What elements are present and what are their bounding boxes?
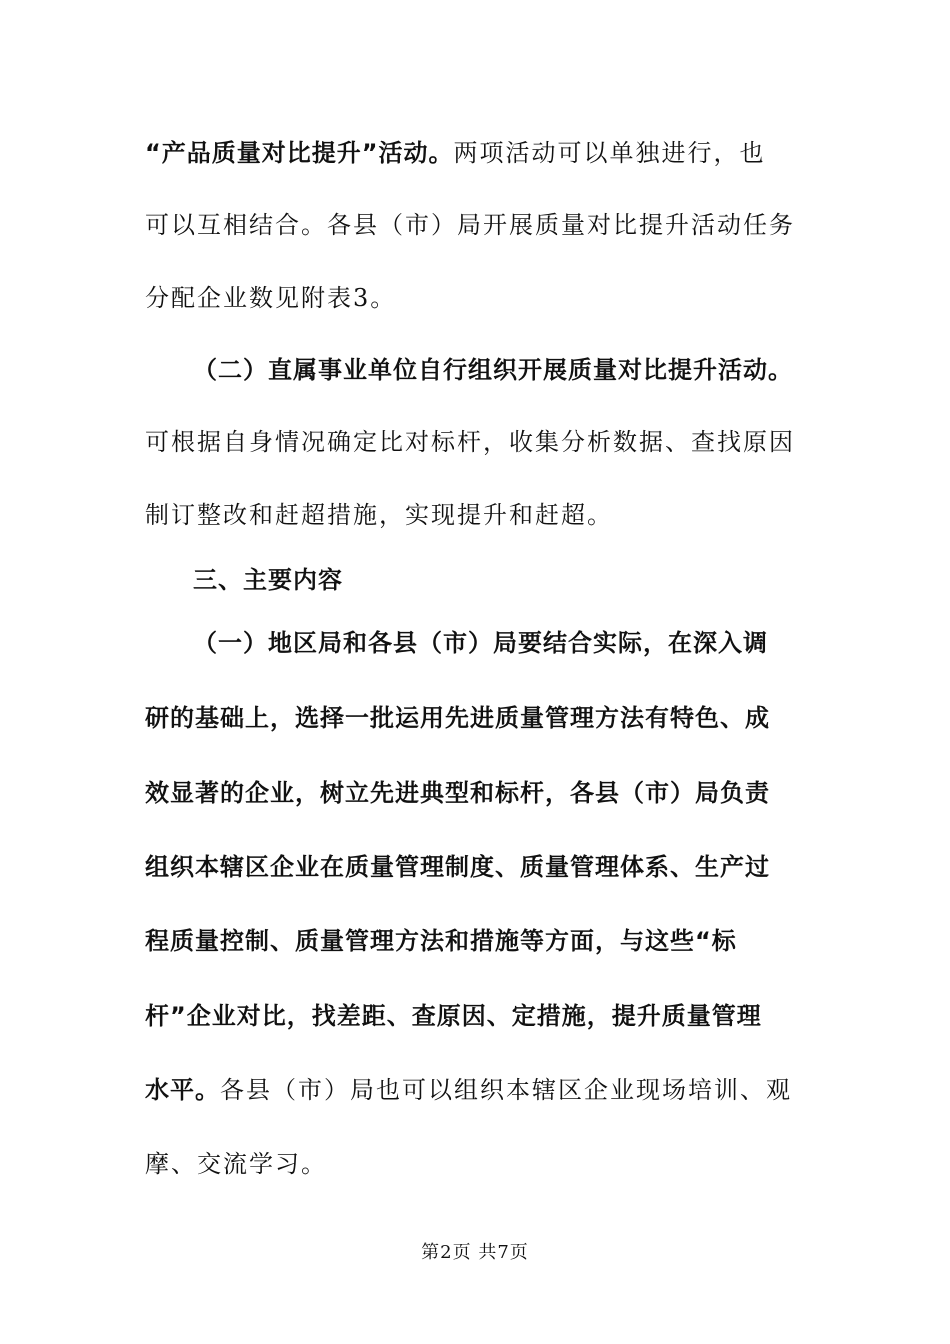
regular-text: 摩、交流学习。: [145, 1150, 327, 1178]
page-footer: 第2页 共7页: [421, 1242, 529, 1263]
text-line-2: [145, 205, 815, 245]
bold-text: 程质量控制、质量管理方法和措施等方面，与这些“标: [145, 927, 737, 955]
text-line-5: [145, 422, 815, 462]
regular-text: 可以互相结合。各县（市）局开展质量对比提升活动任务: [145, 211, 795, 239]
text-line-15: [145, 1144, 815, 1184]
bold-text: 水平。: [145, 1076, 220, 1104]
regular-text: 制订整改和赶超措施，实现提升和赶超。: [145, 501, 613, 529]
text-line-12: [145, 921, 815, 961]
bold-text: （一）地区局和各县（市）局要结合实际，在深入调: [193, 629, 768, 657]
bold-text: 组织本辖区企业在质量管理制度、质量管理体系、生产过: [145, 853, 770, 881]
text-line-4: [193, 350, 863, 390]
text-line-13: [145, 996, 815, 1036]
text-line-14: [145, 1070, 815, 1110]
section-heading: [193, 560, 863, 600]
regular-text: 可根据自身情况确定比对标杆，收集分析数据、查找原因: [145, 428, 795, 456]
text-line-9: [145, 698, 815, 738]
text-line-11: [145, 847, 815, 887]
text-line-1: [145, 133, 815, 173]
bold-text: “产品质量对比提升”活动。: [145, 139, 454, 167]
bold-text: 杆”企业对比，找差距、查原因、定措施，提升质量管理: [145, 1002, 762, 1030]
regular-text: 各县（市）局也可以组织本辖区企业现场培训、观: [220, 1076, 792, 1104]
text-line-3: [145, 278, 815, 318]
bold-text: 效显著的企业，树立先进典型和标杆，各县（市）局负责: [145, 779, 770, 807]
regular-text: 分配企业数见附表3。: [145, 284, 397, 312]
text-line-6: [145, 495, 815, 535]
text-line-8: [193, 623, 863, 663]
bold-text: （二）直属事业单位自行组织开展质量对比提升活动。: [193, 356, 793, 384]
bold-text: 研的基础上，选择一批运用先进质量管理方法有特色、成: [145, 704, 770, 732]
bold-text: 三、主要内容: [193, 566, 343, 594]
text-line-10: [145, 773, 815, 813]
regular-text: 两项活动可以单独进行，也: [453, 139, 766, 167]
